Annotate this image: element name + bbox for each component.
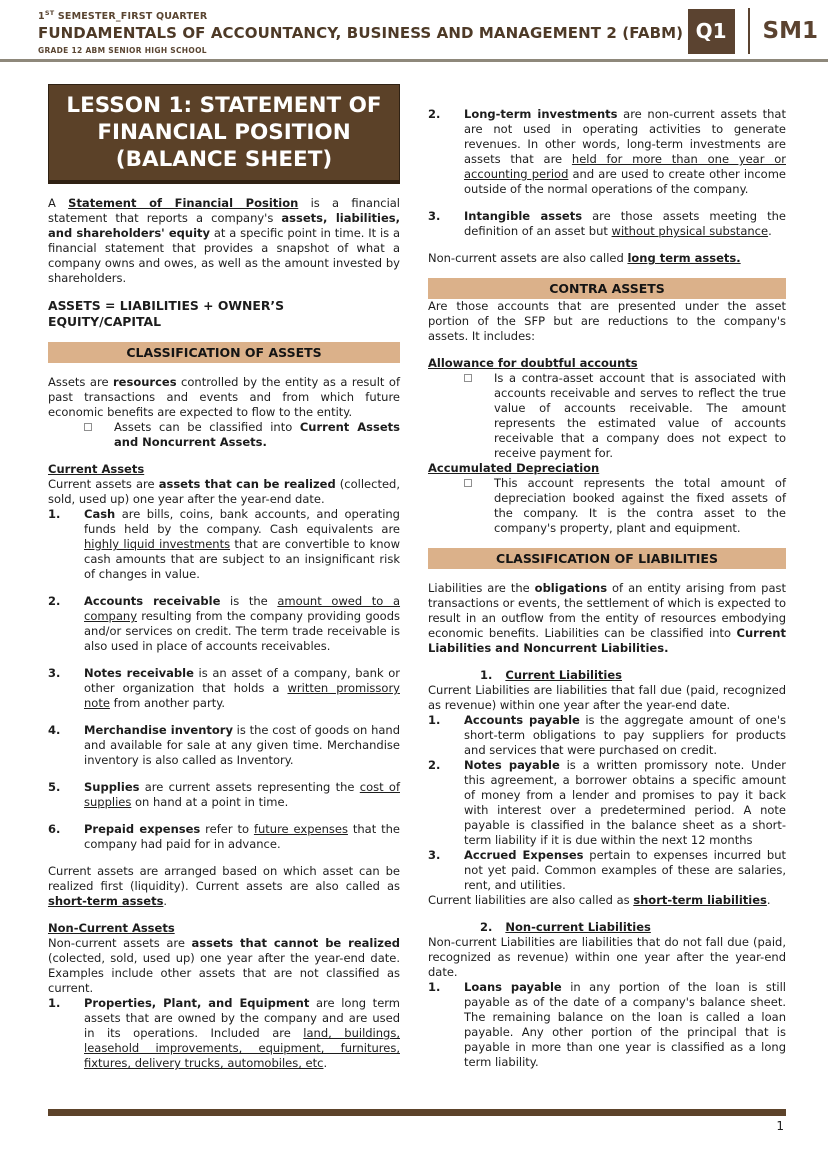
text-segment: Notes payable [464,758,560,772]
text-segment: Merchandise inventory [84,723,233,737]
right-para-18 [428,935,786,980]
right-para-12 [428,683,786,713]
right-para-10 [428,581,786,656]
item-number: 1. [48,996,61,1010]
left-heading-5 [48,462,400,477]
text-segment: Are those accounts that are presented under the asset portion of the SFP but are reductions to the company's assets. It includes: [428,299,786,343]
item-text [464,107,786,197]
text-segment: is the cost of goods on hand and available for sale at any given time. Merchandise inventory is also called as Inventory. [84,723,400,767]
text-segment: that are convertible to know cash amounts that are subject to an insignificant risk of changes in value. [84,537,400,581]
item-text [464,980,786,1070]
module-code: SM1 [762,18,818,44]
page-number: 1 [776,1119,784,1133]
item-number: 3. [428,848,441,862]
right-heading-7 [428,461,786,476]
text-segment: Is a contra-asset account that is associated with accounts receivable and serves to reflect the true value of accounts receivable. The amount represents the estimated value of accounts receivable that a company does not expect to receive payment for. [494,371,786,460]
item-number: 1. [428,980,441,994]
text-segment: are bills, coins, bank accounts, and operating funds held by the company. Cash equivalents are [84,507,400,536]
text-segment: . [768,224,772,238]
text-segment: that the company had paid for in advance. [84,822,400,851]
text-segment: . [323,1056,328,1070]
text-segment: Current Liabilities are liabilities that fall due (paid, recognized as revenue) within one year after the year-end date. [428,683,786,712]
text-segment: assets that can be realized [158,477,336,491]
text-segment: CLASSIFICATION OF LIABILITIES [496,551,718,566]
text-segment: is the aggregate amount of one's short-term obligations to pay suppliers for products and services that were purchased on credit. [464,713,786,757]
square-bullet-icon [464,479,472,487]
text-segment: A [48,196,69,210]
item-text [84,666,400,711]
item-number: 2. [428,758,441,772]
text-segment: . [766,893,771,907]
text-segment: is the [220,594,278,608]
text-segment: CLASSIFICATION OF ASSETS [126,345,322,360]
right-numbered-0 [428,107,786,197]
left-column [48,84,400,1071]
text-segment: short-term assets [48,894,164,908]
text-segment: amount owed to a company [84,594,401,623]
text-segment: pertain to expenses incurred but not yet paid. Common examples of these are salaries, rent, and utilities. [464,848,786,892]
text-segment: Current Assets and Noncurrent Assets. [114,420,400,449]
left-numbered-7 [48,507,400,582]
text-segment: Cash [84,507,116,521]
right-subheading-17 [428,920,786,935]
left-heading-14 [48,921,400,936]
lesson-title [48,84,400,184]
text-segment: and are used to create other income outside of the normal operations of the company. [464,167,786,196]
item-text [84,507,400,582]
text-segment: written promissory note [84,681,400,710]
text-segment: resources [113,375,177,389]
lesson-title-line: (BALANCE SHEET) [115,147,333,172]
text-segment: refer to [200,822,254,836]
left-equation-1 [48,298,400,330]
text-segment: resulting from the company providing goods and/or services on credit. The term trade receivable is also used in place of accounts receivables. [84,609,400,653]
right-para-4 [428,299,786,344]
text-segment: Prepaid expenses [84,822,201,836]
left-numbered-8 [48,594,400,654]
text-segment: Accrued Expenses [464,848,584,862]
right-numbered-15 [428,848,786,893]
right-secheader-9 [428,548,786,569]
text-segment: assets that cannot be realized [191,936,400,950]
right-numbered-1 [428,209,786,239]
item-number: 3. [428,209,441,223]
lesson-title-line: FINANCIAL POSITION [97,120,351,145]
left-column-blocks [48,196,400,1071]
text-segment: controlled by the entity as a result of past transactions and events and from which future economic benefits are expected to flow to the entity. [48,375,400,419]
subheading-number: 1. [480,668,493,682]
right-secheader-3 [428,278,786,299]
left-para-15 [48,936,400,996]
square-bullet-icon [84,423,92,431]
page-content [0,62,828,1071]
text-segment: of an entity arising from past transactions or events, the settlement of which is expected to result in an outflow from the entity of resources embodying economic benefits. Liabilities can be classified into [428,581,786,640]
text-segment: Current liabilities are also called as [428,893,634,907]
bullet-text [494,476,786,536]
right-column-blocks [428,107,786,1070]
right-bullet-6 [428,371,786,461]
badge-divider [748,8,750,54]
item-text [464,209,786,239]
item-text [464,758,786,848]
text-segment: Current Assets [48,462,145,476]
text-segment: Long-term investments [464,107,618,121]
right-para-2 [428,251,786,266]
square-bullet-icon [464,374,472,382]
text-segment: short-term liabilities [633,893,767,907]
left-numbered-11 [48,780,400,810]
item-text [84,594,400,654]
text-segment: land, buildings, leasehold improvements, equipment, furnitures, fixtures, delivery trucks, automobiles, etc [84,1026,400,1070]
item-number: 6. [48,822,61,836]
text-segment: Loans payable [464,980,562,994]
bullet-text [114,420,400,450]
item-text [84,822,400,852]
text-segment: Non-current assets are also called [428,251,628,265]
text-segment: (collected, sold, used up) one year after the year-end date. [48,477,400,506]
header-badges [688,8,818,54]
semester-text: SEMESTER_FIRST QUARTER [54,11,208,23]
right-heading-5 [428,356,786,371]
text-segment: CONTRA ASSETS [549,281,665,296]
text-segment: Accounts receivable [84,594,221,608]
text-segment: Non-current Liabilities [505,920,651,934]
subject-title: FUNDAMENTALS OF ACCOUNTANCY, BUSINESS AND MANAGEMENT 2 (FABM) [38,24,684,43]
right-column [428,84,786,1071]
text-segment: Current assets are [48,477,159,491]
subheading-number: 2. [480,920,493,934]
text-segment: Notes receivable [84,666,194,680]
left-numbered-9 [48,666,400,711]
left-para-6 [48,477,400,507]
text-segment: Accumulated Depreciation [428,461,600,475]
text-segment: (colected, sold, used up) one year after the year-end date. Examples include other assets that are not classified as current. [48,951,400,995]
text-segment: at a specific point in time. It is a financial statement that provides a snapshot of what a company owns and owes, as well as the amount invested by shareholders. [48,226,401,285]
page-header [0,0,828,59]
right-bullet-8 [428,476,786,536]
right-numbered-14 [428,758,786,848]
text-segment: is an asset of a company, bank or other organization that holds a [84,666,400,695]
right-para-16 [428,893,786,908]
text-segment: This account represents the total amount of depreciation booked against the fixed assets of the company. It is the contra asset to the company's property, plant and equipment. [494,476,786,535]
text-segment: assets, liabilities, and shareholders' equity [48,211,400,240]
text-segment: are current assets representing the [139,780,360,794]
text-segment: Accounts payable [464,713,580,727]
item-number: 2. [48,594,61,608]
item-text [84,723,400,768]
text-segment: Assets are [48,375,114,389]
left-numbered-12 [48,822,400,852]
text-segment: Assets can be classified into [114,420,300,434]
item-text [84,780,400,810]
item-text [464,713,786,758]
text-segment: Statement of Financial Position [68,196,299,210]
item-number: 3. [48,666,61,680]
page-footer [48,1109,786,1133]
text-segment: are long term assets that are owned by the company and are used in its operations. Included are [84,996,400,1040]
text-segment: held for more than one year or accounting period [464,152,786,181]
item-text [84,996,400,1071]
item-number: 2. [428,107,441,121]
text-segment: Supplies [84,780,140,794]
text-segment: obligations [534,581,608,595]
text-segment: . [163,894,168,908]
left-bullet-4 [48,420,400,450]
right-numbered-13 [428,713,786,758]
text-segment: Non-Current Assets [48,921,175,935]
text-segment: Current Liabilities [505,668,623,682]
quarter-badge: Q1 [688,9,735,54]
text-segment: Allowance for doubtful accounts [428,356,638,370]
text-segment: on hand at a point in time. [131,795,289,809]
left-numbered-10 [48,723,400,768]
text-segment: cost of supplies [84,780,400,809]
item-number: 1. [428,713,441,727]
text-segment: Non-current Liabilities are liabilities that do not fall due (paid, recognized as revenue) within one year after the year-end date. [428,935,786,979]
text-segment: highly liquid investments [84,537,231,551]
text-segment: in any portion of the loan is still payable as of the date of a company's balance sheet. The remaining balance on the loan is called a loan payable. Any other portion of the principal that is payable in more than one year is classified as a long term liability. [464,980,786,1069]
bullet-text [494,371,786,461]
text-segment: is a financial statement that reports a company's [48,196,400,225]
item-number: 1. [48,507,61,521]
semester-superscript: ST [44,9,55,17]
text-segment: without physical substance [611,224,769,238]
text-segment: Non-current assets are [48,936,192,950]
left-para-0 [48,196,400,286]
text-segment: future expenses [253,822,348,836]
left-para-3 [48,375,400,420]
item-number: 5. [48,780,61,794]
text-segment: Properties, Plant, and Equipment [84,996,310,1010]
left-para-13 [48,864,400,909]
right-subheading-11 [428,668,786,683]
text-segment: are non-current assets that are not used in operating activities to generate revenues. In other words, long-term investments are assets that are [464,107,786,166]
text-segment: long term assets. [627,251,741,265]
text-segment: is a written promissory note. Under this agreement, a borrower obtains a specific amount of money from a lender and promises to pay it back with interest over a predetermined period. A note payable is classified in the balance sheet as a short-term liability if it is due within the next 12 months [464,758,786,847]
semester-number: 1 [38,11,45,23]
footer-bar [48,1109,786,1116]
text-segment: Intangible assets [464,209,583,223]
item-text [464,848,786,893]
text-segment: Current assets are arranged based on which asset can be realized first (liquidity). Current assets are also called as [48,864,400,893]
grade-level: GRADE 12 ABM SENIOR HIGH SCHOOL [38,46,207,56]
item-number: 4. [48,723,61,737]
text-segment: from another party. [109,696,226,710]
lesson-title-line: LESSON 1: STATEMENT OF [66,93,382,118]
text-segment: Current Liabilities and Noncurrent Liabilities. [428,626,786,655]
left-numbered-16 [48,996,400,1071]
text-segment: Liabilities are the [428,581,535,595]
left-secheader-2 [48,342,400,363]
right-numbered-19 [428,980,786,1070]
text-segment: are those assets meeting the definition of an asset but [464,209,786,238]
text-segment: ASSETS = LIABILITIES + OWNER’S EQUITY/CAPITAL [48,298,285,329]
